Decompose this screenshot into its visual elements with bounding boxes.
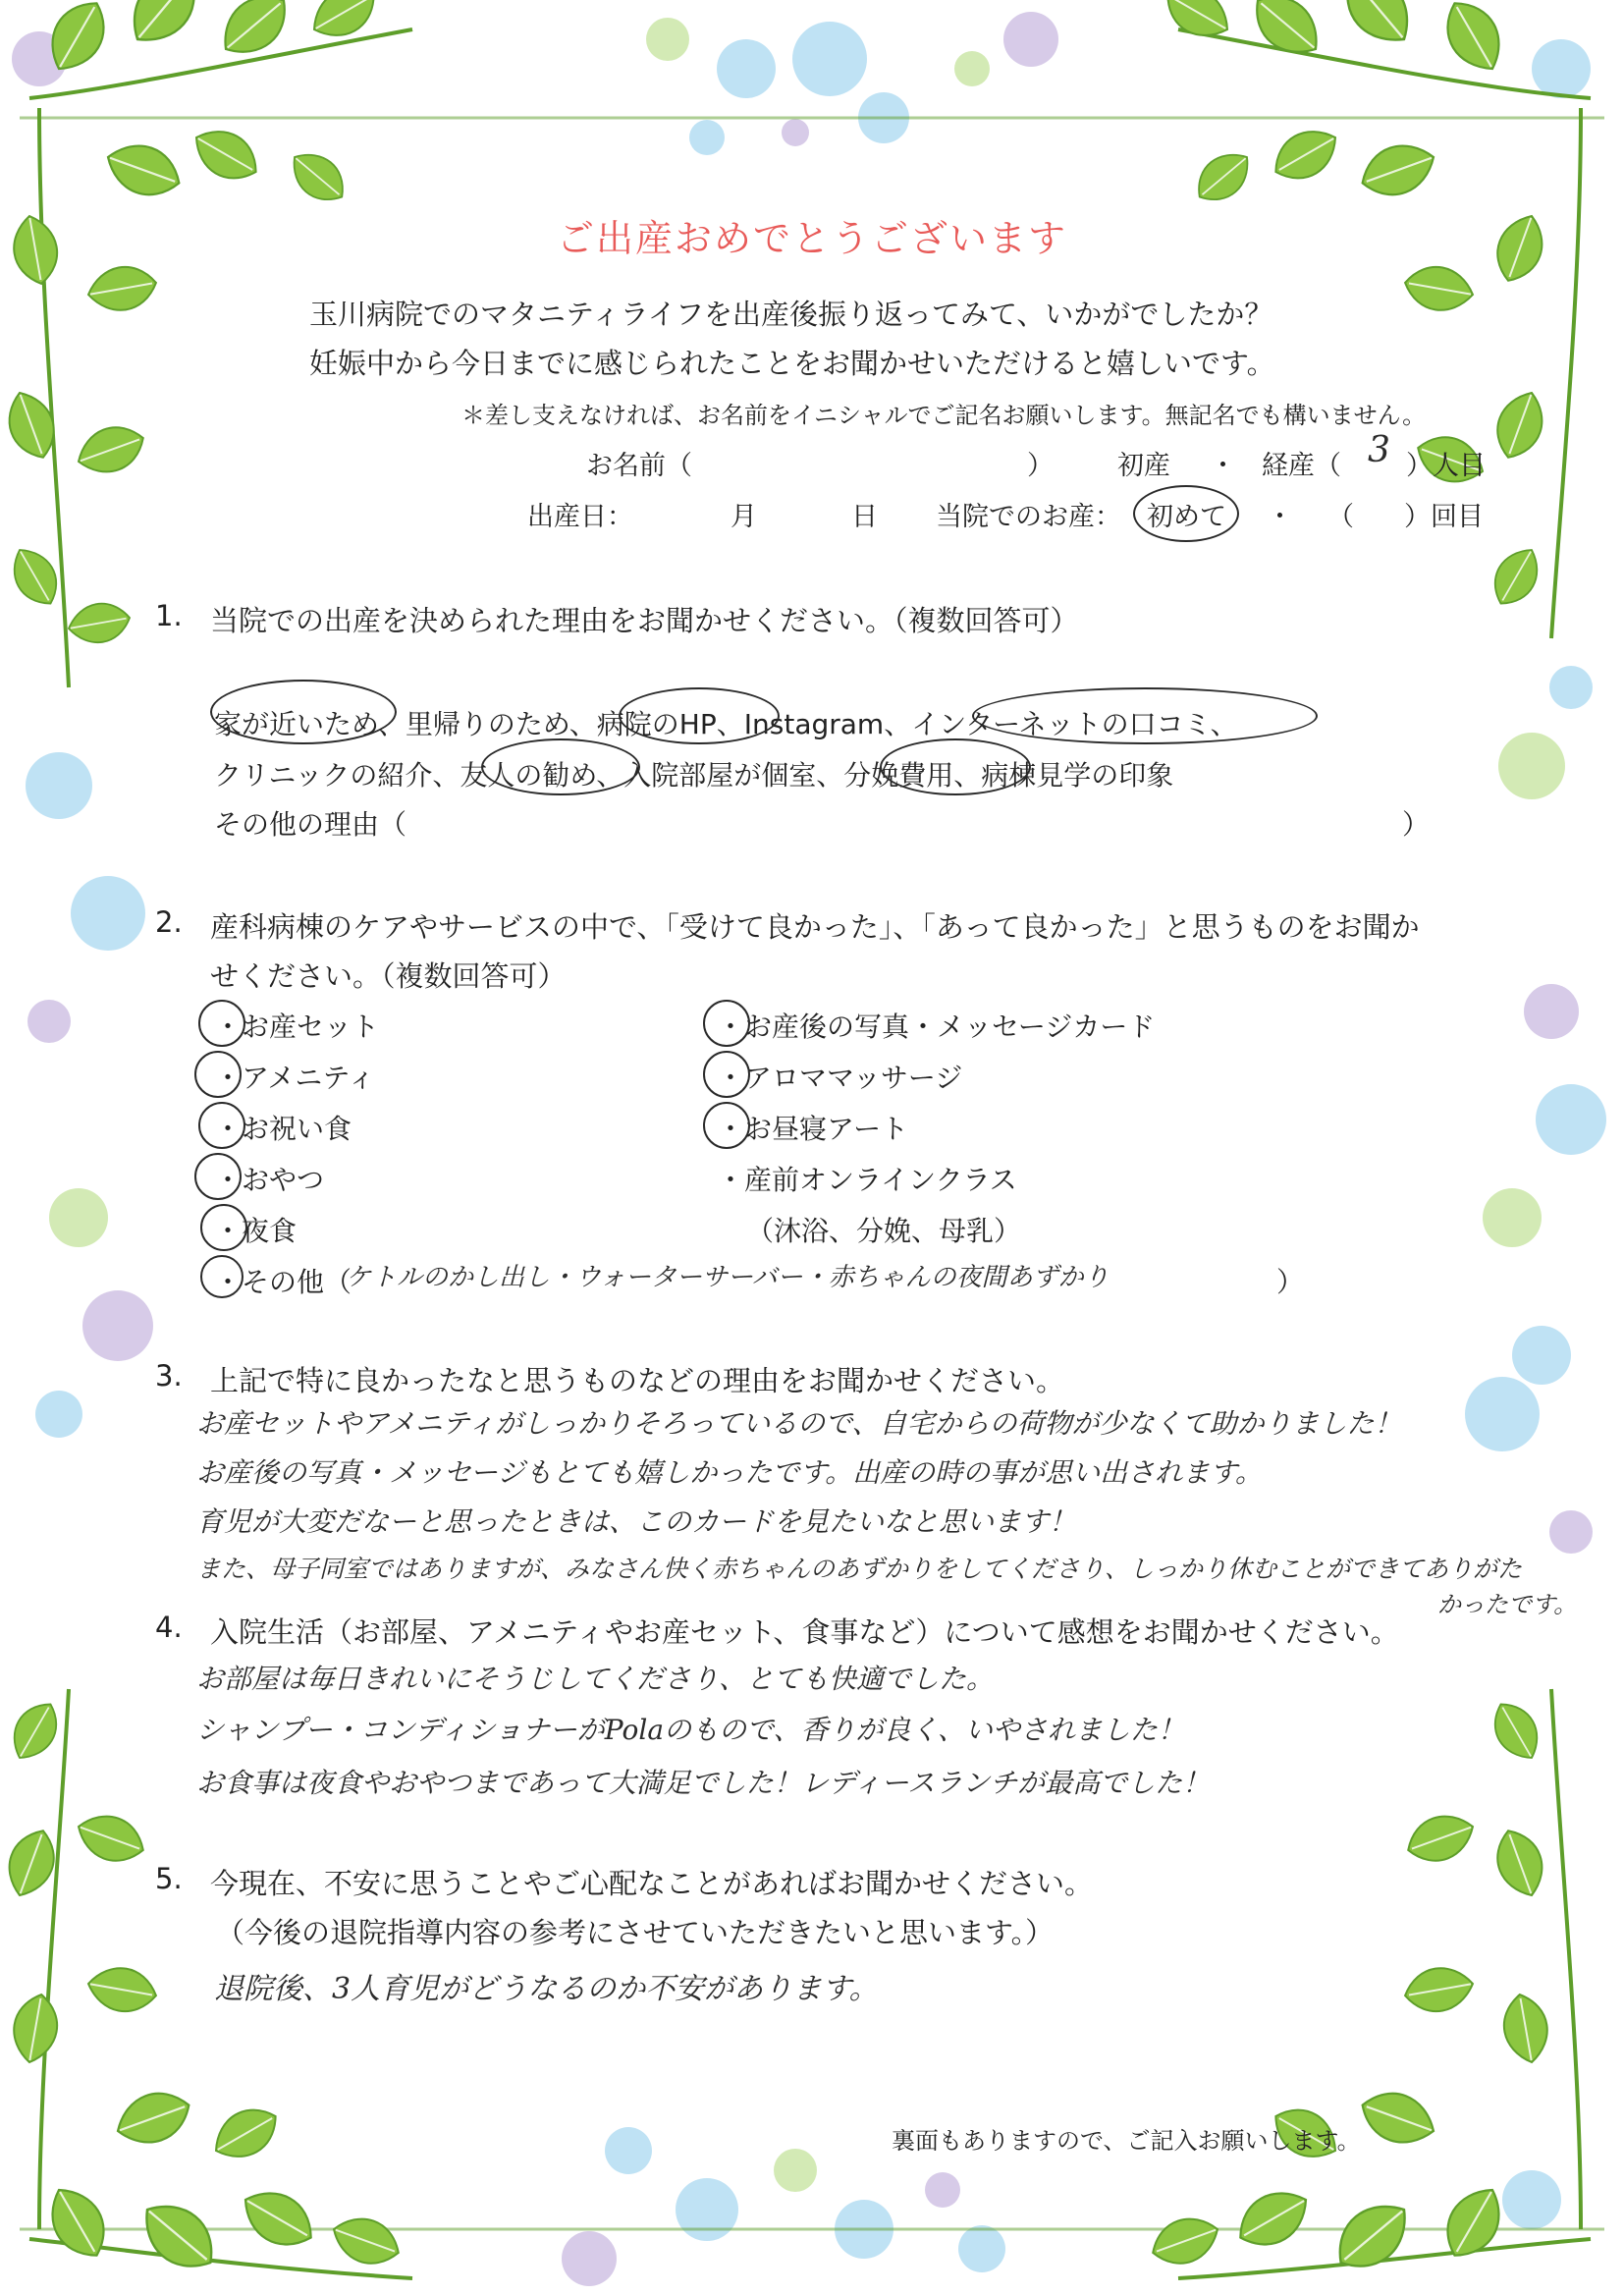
circle-mark-hospital-hp — [619, 687, 780, 744]
q2-option-online-class: ・産前オンラインクラス — [717, 1164, 1017, 1196]
q3-answer-line-4: また、母子同室ではありますが、みなさん快く赤ちゃんのあずかりをしてくださり、しっかり休むことができてありがた — [196, 1555, 1523, 1583]
q1-option-private-room: 、入院部屋が個室、 — [596, 759, 844, 792]
multipara-option: 経産（ — [1262, 451, 1341, 481]
page-title: ご出産おめでとうございます — [556, 217, 1067, 260]
q3-answer-line-1: お産セットやアメニティがしっかりそろっているので、自宅からの荷物が少なくて助かりました！ — [196, 1407, 1402, 1440]
q1-option-online-reviews: インターネットの口コミ — [911, 708, 1211, 740]
q2-option-amenity: ・アメニティ — [214, 1062, 376, 1094]
q3-answer-line-3: 育児が大変だなーと思ったときは、このカードを見たいなと思います！ — [196, 1505, 1077, 1538]
check-mark-other — [200, 1255, 244, 1298]
circle-mark-near-home — [210, 680, 397, 744]
q1-option-clinic-referral: クリニックの紹介、 — [214, 759, 460, 792]
intro-line-2: 妊娠中から今日までに感じられたことをお聞かせいただけると嬉しいです。 — [309, 347, 1275, 380]
check-mark-birth-set — [198, 1000, 245, 1047]
q1-line-1: 家が近いため、里帰りのため、病院のHP、Instagram、インターネットの口コミ、 — [214, 708, 1238, 740]
q2-option-birth-set: ・お産セット — [214, 1011, 380, 1043]
q4-answer-line-2: シャンプー・コンディショナーがPolaのもので、香りが良く、いやされました！ — [196, 1714, 1185, 1746]
q5-subtext: （今後の退院指導内容の参考にさせていただきたいと思います。） — [216, 1916, 1055, 1949]
multipara-count: 3 — [1368, 430, 1390, 470]
q2-option-photo-card: ・お産後の写真・メッセージカード — [717, 1011, 1156, 1043]
name-label: お名前（ — [586, 451, 692, 481]
separator-dot-2: ・ — [1267, 502, 1293, 532]
q2-other-answer: ケトルのかし出し・ウォーターサーバー・赤ちゃんの夜間あずかり — [346, 1263, 1110, 1292]
q2-option-celebration-meal: ・お祝い食 — [214, 1113, 352, 1145]
q1-question: 当院での出産を決められた理由をお聞かせください。（複数回答可） — [210, 604, 1079, 637]
q1-other-close: ） — [1402, 808, 1431, 841]
q2-other-close: ） — [1276, 1266, 1305, 1298]
q1-option-ward-tour: 、病棟見学の印象 — [953, 759, 1174, 792]
intro-line-1: 玉川病院でのマタニティライフを出産後振り返ってみて、いかがでしたか？ — [309, 298, 1273, 331]
q1-option-hospital-hp: 病院のHP — [596, 708, 717, 740]
first-time-option: 初めて — [1147, 502, 1226, 532]
check-mark-celebration-meal — [198, 1102, 245, 1149]
q4-answer-line-3: お食事は夜食やおやつまであって大満足でした！レディースランチが最高でした！ — [196, 1767, 1211, 1799]
nth-close: ）回目 — [1404, 502, 1484, 532]
q2-option-nap-art: ・お昼寝アート — [717, 1113, 909, 1145]
q1-number: 1. — [155, 599, 183, 632]
q1-other-label: その他の理由（ — [214, 808, 407, 841]
check-mark-photo-card — [703, 1000, 750, 1047]
q5-question: 今現在、不安に思うことやご心配なことがあればお聞かせください。 — [210, 1867, 1094, 1900]
primipara-option: 初産 — [1117, 451, 1170, 481]
check-mark-night-meal — [200, 1204, 247, 1251]
q2-option-night-meal: ・夜食 — [214, 1215, 298, 1247]
q3-answer-line-2: お産後の写真・メッセージもとても嬉しかったです。出産の時の事が思い出されます。 — [196, 1456, 1263, 1489]
circle-mark-online-reviews — [972, 687, 1318, 744]
q2-question-line-1: 産科病棟のケアやサービスの中で、「受けて良かった」、「あって良かった」と思うものをお聞か — [210, 910, 1420, 944]
hospital-births-label: 当院でのお産： — [936, 502, 1121, 532]
q3-answer-line-5: かったです。 — [1437, 1591, 1578, 1618]
q2-option-snack: ・おやつ — [214, 1164, 325, 1196]
q3-question: 上記で特に良かったなと思うものなどの理由をお聞かせください。 — [210, 1364, 1065, 1397]
q4-number: 4. — [155, 1611, 183, 1644]
nth-open: （ — [1327, 502, 1354, 532]
q3-number: 3. — [155, 1359, 183, 1393]
q1-option-delivery-cost: 分娩費用 — [843, 759, 954, 792]
q2-option-other: ・その他（ — [214, 1266, 352, 1298]
check-mark-amenity — [194, 1051, 242, 1098]
circle-mark-delivery-cost — [880, 738, 1031, 795]
check-mark-aroma-massage — [703, 1051, 750, 1098]
q1-option-return-home: 里帰りのため、 — [405, 708, 597, 740]
check-mark-nap-art — [703, 1102, 750, 1149]
q1-option-friend: 友人の勧め — [460, 759, 597, 792]
q2-question-line-2: せください。（複数回答可） — [210, 959, 567, 993]
day-label: 日 — [851, 502, 878, 532]
q1-option-near-home: 家が近いため — [214, 708, 378, 740]
multipara-close: ）人目 — [1406, 451, 1486, 481]
q2-number: 2. — [155, 905, 183, 939]
q5-number: 5. — [155, 1862, 183, 1895]
q4-question: 入院生活（お部屋、アメニティやお産セット、食事など）について感想をお聞かせください。 — [210, 1615, 1399, 1649]
check-mark-snack — [194, 1153, 242, 1200]
q2-option-aroma-massage: ・アロママッサージ — [717, 1062, 963, 1094]
q1-line-2 — [214, 754, 1173, 793]
footer-note: 裏面もありますので、ご記入お願いします。 — [892, 2127, 1361, 2155]
q2-online-class-topics: （沐浴、分娩、母乳） — [746, 1215, 1022, 1247]
initials-note: ＊差し支えなければ、お名前をイニシャルでご記名お願いします。無記名でも構いません。 — [461, 402, 1427, 429]
birth-date-label: 出産日： — [527, 502, 633, 532]
month-label: 月 — [731, 502, 757, 532]
name-close: ） — [1027, 451, 1054, 481]
first-time-circle-mark — [1133, 485, 1239, 542]
q4-answer-line-1: お部屋は毎日きれいにそうじしてくださり、とても快適でした。 — [196, 1663, 995, 1695]
separator-dot: ・ — [1210, 451, 1236, 481]
q1-option-instagram: 、Instagram、 — [716, 708, 912, 740]
q5-answer: 退院後、3人育児がどうなるのか不安があります。 — [214, 1972, 879, 2006]
circle-mark-friend — [481, 738, 640, 795]
